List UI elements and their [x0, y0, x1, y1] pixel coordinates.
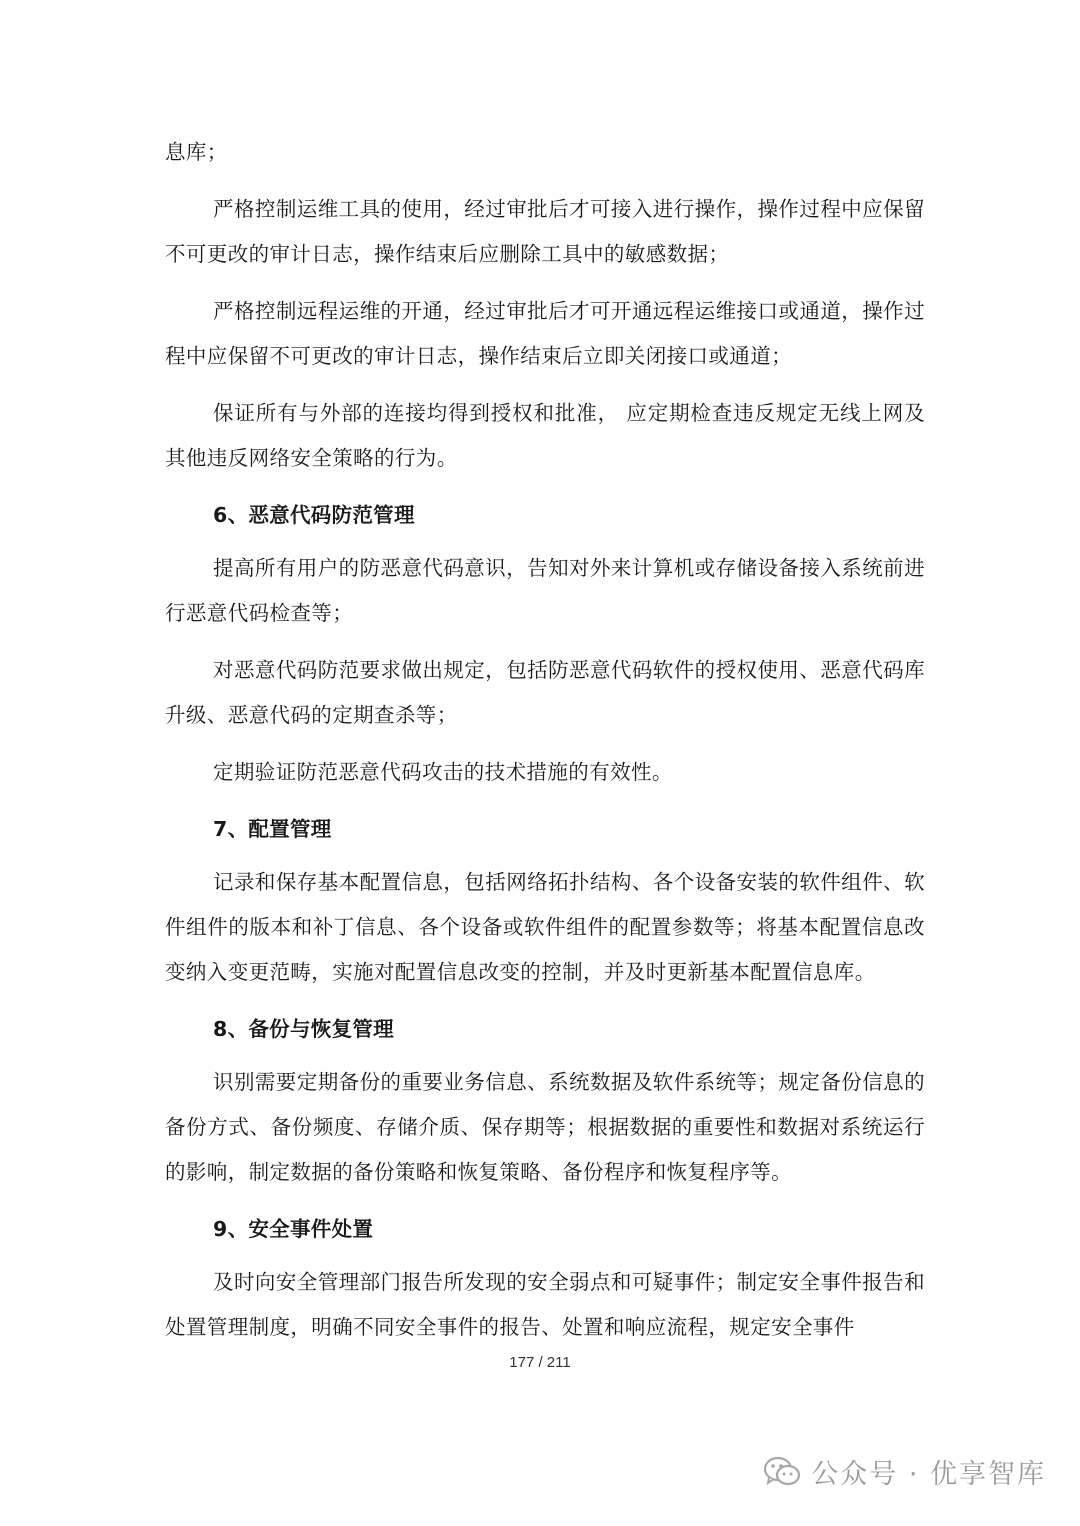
section-heading: 8、备份与恢复管理 — [213, 1017, 394, 1041]
page-number: 177 / 211 — [509, 1354, 571, 1371]
watermark — [763, 1452, 1046, 1491]
paragraph: 识别需要定期备份的重要业务信息、系统数据及软件系统等；规定备份信息的备份方式、备份频度、存储介质、保存期等；根据数据的重要性和数据对系统运行的影响，制定数据的备份策略和恢复策略、备份程序和恢复程序等。 — [165, 1070, 925, 1184]
watermark-text: 公众号 · 优享智库 — [811, 1459, 1046, 1490]
paragraph: 息库； — [165, 140, 228, 164]
paragraph: 及时向安全管理部门报告所发现的安全弱点和可疑事件；制定安全事件报告和处置管理制度，明确不同安全事件的报告、处置和响应流程，规定安全事件 — [165, 1270, 925, 1339]
paragraph: 记录和保存基本配置信息，包括网络拓扑结构、各个设备安装的软件组件、软件组件的版本和补丁信息、各个设备或软件组件的配置参数等；将基本配置信息改变纳入变更范畴，实施对配置信息改变的控制，并及时更新基本配置信息库。 — [165, 870, 925, 984]
section-heading: 9、安全事件处置 — [213, 1217, 374, 1241]
paragraph: 严格控制远程运维的开通，经过审批后才可开通远程运维接口或通道，操作过程中应保留不可更改的审计日志，操作结束后立即关闭接口或通道； — [165, 299, 925, 368]
section-heading: 7、配置管理 — [213, 817, 332, 841]
paragraph: 定期验证防范恶意代码攻击的技术措施的有效性。 — [213, 760, 673, 784]
section-heading: 6、恶意代码防范管理 — [213, 503, 415, 527]
paragraph: 提高所有用户的防恶意代码意识，告知对外来计算机或存储设备接入系统前进行恶意代码检查等； — [165, 556, 925, 625]
page-content — [165, 130, 925, 1362]
wechat-icon — [763, 1456, 801, 1488]
paragraph: 保证所有与外部的连接均得到授权和批准， 应定期检查违反规定无线上网及其他违反网络安全策略的行为。 — [165, 401, 925, 470]
paragraph: 严格控制运维工具的使用，经过审批后才可接入进行操作，操作过程中应保留不可更改的审计日志，操作结束后应删除工具中的敏感数据； — [165, 197, 925, 266]
paragraph: 对恶意代码防范要求做出规定，包括防恶意代码软件的授权使用、恶意代码库升级、恶意代码的定期查杀等； — [165, 658, 925, 727]
